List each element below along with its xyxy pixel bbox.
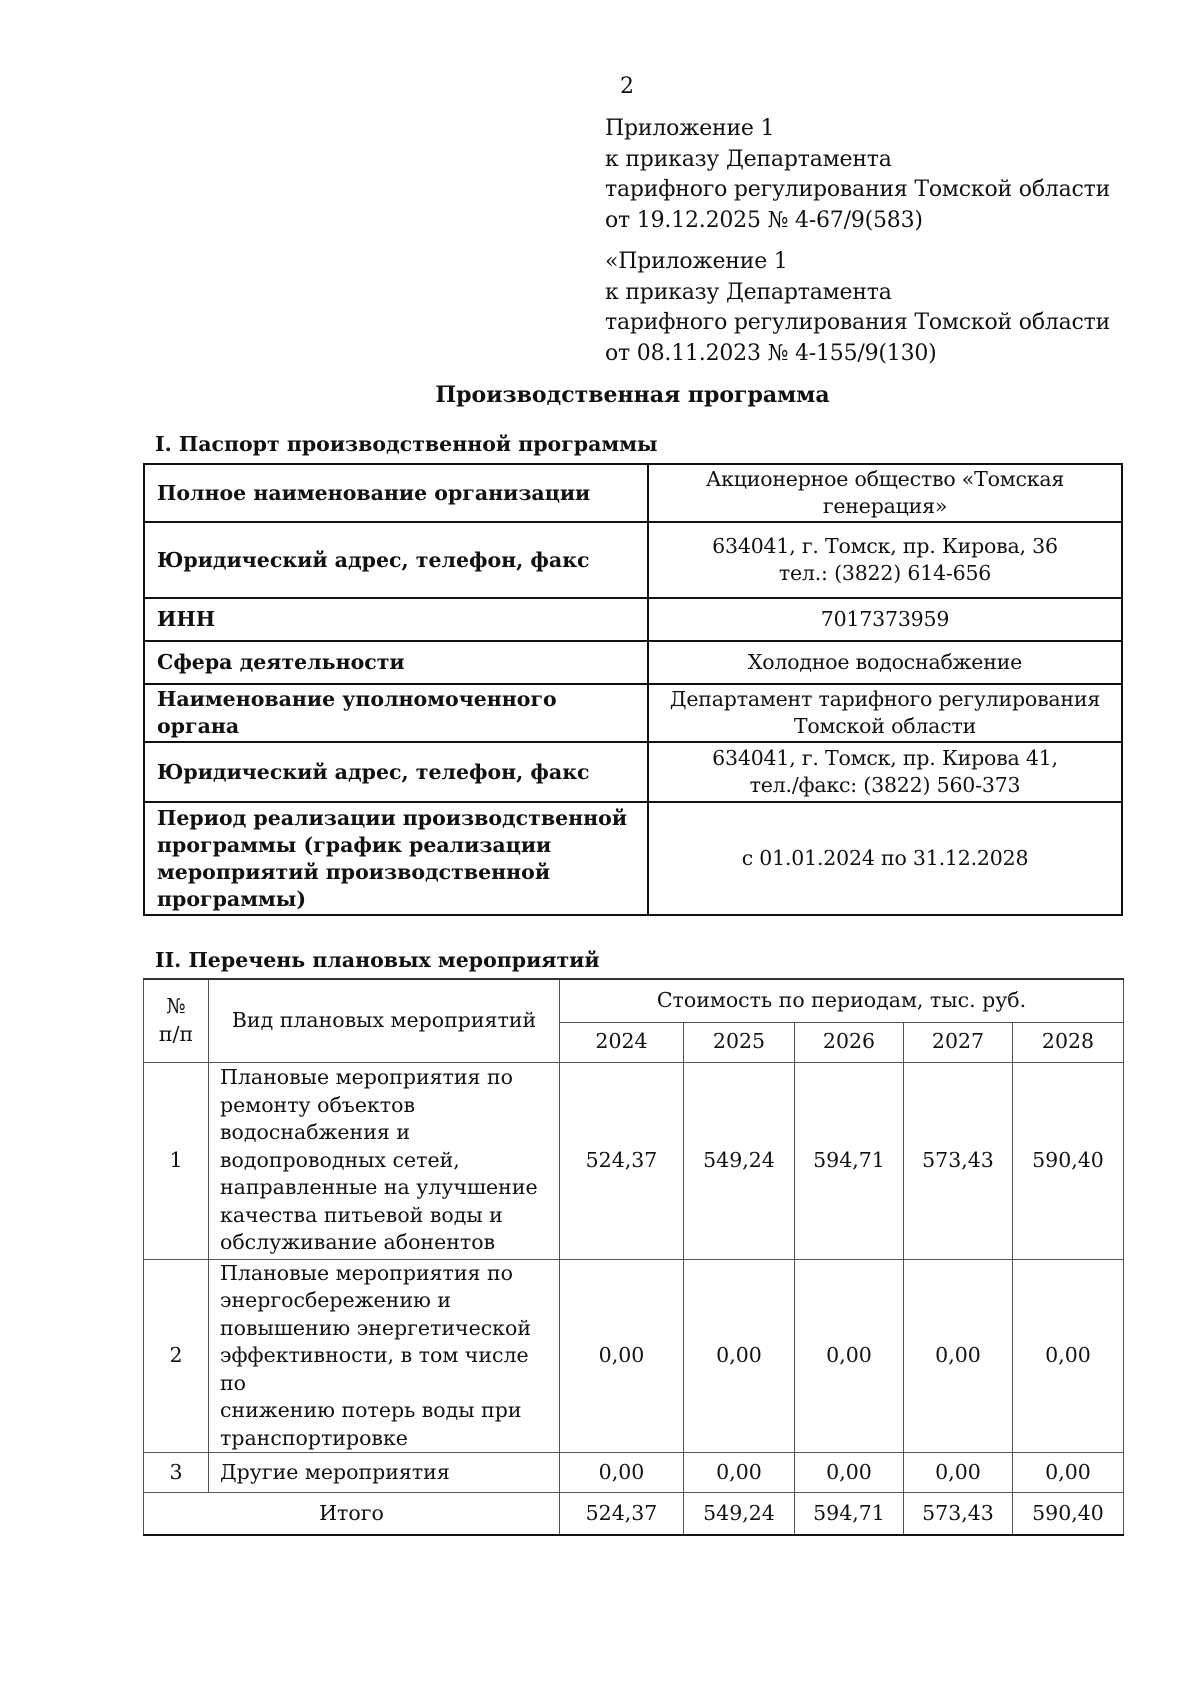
appendix-header-original <box>605 247 1110 369</box>
header-line: № <box>166 994 186 1019</box>
column-header-year: 2024 <box>560 1022 684 1062</box>
passport-value <box>648 464 1122 522</box>
cost-cell: 0,00 <box>684 1259 795 1453</box>
row-description <box>209 1259 560 1453</box>
passport-value <box>648 522 1122 598</box>
header-line: к приказу Департамента <box>605 279 892 305</box>
cost-cell: 0,00 <box>1013 1453 1124 1493</box>
header-line: «Приложение 1 <box>605 249 788 274</box>
passport-key: Юридический адрес, телефон, факс <box>144 742 648 802</box>
passport-row <box>144 684 1122 742</box>
table-header-row <box>144 979 1124 1022</box>
column-header-number <box>144 979 209 1062</box>
desc-line: повышению энергетической <box>220 1315 532 1340</box>
document-title: Производственная программа <box>435 382 830 408</box>
passport-row <box>144 742 1122 802</box>
passport-key: Наименование уполномоченного органа <box>144 684 648 742</box>
cost-cell: 0,00 <box>904 1453 1013 1493</box>
value-line: тел.: (3822) 614-656 <box>778 561 992 585</box>
desc-line: водоснабжения и <box>220 1120 410 1145</box>
desc-line: Плановые мероприятия по <box>220 1065 514 1090</box>
header-line: от 08.11.2023 № 4-155/9(130) <box>605 340 937 366</box>
passport-key: Сфера деятельности <box>144 641 648 684</box>
cost-cell: 0,00 <box>1013 1259 1124 1453</box>
passport-value <box>648 684 1122 742</box>
value-line: Томской области <box>793 714 977 738</box>
value-line: Департамент тарифного регулирования <box>669 687 1101 711</box>
section-1-heading: I. Паспорт производственной программы <box>155 432 658 456</box>
passport-key: Юридический адрес, телефон, факс <box>144 522 648 598</box>
row-number: 3 <box>144 1453 209 1493</box>
value-line: 634041, г. Томск, пр. Кирова 41, <box>712 746 1058 770</box>
header-line: тарифного регулирования Томской области <box>605 310 1111 335</box>
passport-value <box>648 742 1122 802</box>
passport-table <box>143 463 1123 916</box>
desc-line: снижению потерь воды при <box>220 1398 522 1422</box>
total-cell: 549,24 <box>684 1493 795 1535</box>
total-cell: 573,43 <box>904 1493 1013 1535</box>
value-line: 634041, г. Томск, пр. Кирова, 36 <box>712 534 1058 558</box>
desc-line: энергосбережению и <box>220 1288 452 1312</box>
key-line: программы (график реализации <box>157 832 552 857</box>
row-description: Другие мероприятия <box>209 1453 560 1493</box>
value-line: Акционерное общество «Томская <box>705 467 1065 491</box>
cost-cell: 0,00 <box>795 1453 904 1493</box>
cost-cell: 0,00 <box>904 1259 1013 1453</box>
column-header-year: 2027 <box>904 1022 1013 1062</box>
total-cell: 590,40 <box>1013 1493 1124 1535</box>
cost-cell: 549,24 <box>684 1062 795 1259</box>
total-row <box>144 1493 1124 1535</box>
header-line: от 19.12.2025 № 4-67/9(583) <box>605 207 923 233</box>
column-header-year: 2028 <box>1013 1022 1124 1062</box>
cost-cell: 573,43 <box>904 1062 1013 1259</box>
column-header-kind: Вид плановых мероприятий <box>209 979 560 1062</box>
key-line: Период реализации производственной <box>157 805 628 830</box>
total-cell: 524,37 <box>560 1493 684 1535</box>
key-line: программы) <box>157 886 307 911</box>
passport-row <box>144 522 1122 598</box>
row-number: 2 <box>144 1259 209 1453</box>
cost-cell: 0,00 <box>560 1259 684 1453</box>
column-header-year: 2025 <box>684 1022 795 1062</box>
value-line: тел./факс: (3822) 560-373 <box>749 773 1021 797</box>
desc-line: направленные на улучшение <box>220 1175 538 1200</box>
header-line: Приложение 1 <box>605 116 775 141</box>
cost-cell: 590,40 <box>1013 1062 1124 1259</box>
passport-key <box>144 802 648 915</box>
table-row <box>144 1453 1124 1493</box>
key-line: мероприятий производственной <box>157 859 551 884</box>
row-description <box>209 1062 560 1259</box>
page-number: 2 <box>620 74 634 99</box>
passport-key: Полное наименование организации <box>144 464 648 522</box>
passport-row <box>144 464 1122 522</box>
header-line: тарифного регулирования Томской области <box>605 177 1111 202</box>
appendix-header-current <box>605 114 1110 236</box>
passport-row <box>144 598 1122 641</box>
header-line: к приказу Департамента <box>605 146 892 172</box>
desc-line: качества питьевой воды и <box>220 1202 503 1227</box>
cost-cell: 0,00 <box>560 1453 684 1493</box>
table-row <box>144 1259 1124 1453</box>
total-label: Итого <box>144 1493 560 1535</box>
desc-line: Плановые мероприятия по <box>220 1260 514 1285</box>
desc-line: ремонту объектов <box>220 1092 416 1117</box>
header-line: п/п <box>158 1021 194 1046</box>
section-2-heading: II. Перечень плановых мероприятий <box>155 948 600 972</box>
passport-key: ИНН <box>144 598 648 641</box>
planned-measures-table <box>143 978 1124 1536</box>
passport-row <box>144 802 1122 915</box>
column-header-cost-group: Стоимость по периодам, тыс. руб. <box>560 979 1124 1022</box>
table-row <box>144 1062 1124 1259</box>
desc-line: водопроводных сетей, <box>220 1147 460 1172</box>
cost-cell: 524,37 <box>560 1062 684 1259</box>
passport-value: с 01.01.2024 по 31.12.2028 <box>648 802 1122 915</box>
desc-line: эффективности, в том числе по <box>220 1343 529 1395</box>
passport-value: Холодное водоснабжение <box>648 641 1122 684</box>
cost-cell: 0,00 <box>684 1453 795 1493</box>
passport-row <box>144 641 1122 684</box>
value-line: генерация» <box>822 494 948 518</box>
column-header-year: 2026 <box>795 1022 904 1062</box>
cost-cell: 0,00 <box>795 1259 904 1453</box>
cost-cell: 594,71 <box>795 1062 904 1259</box>
desc-line: обслуживание абонентов <box>220 1230 496 1255</box>
total-cell: 594,71 <box>795 1493 904 1535</box>
passport-value: 7017373959 <box>648 598 1122 641</box>
row-number: 1 <box>144 1062 209 1259</box>
desc-line: транспортировке <box>220 1425 408 1450</box>
